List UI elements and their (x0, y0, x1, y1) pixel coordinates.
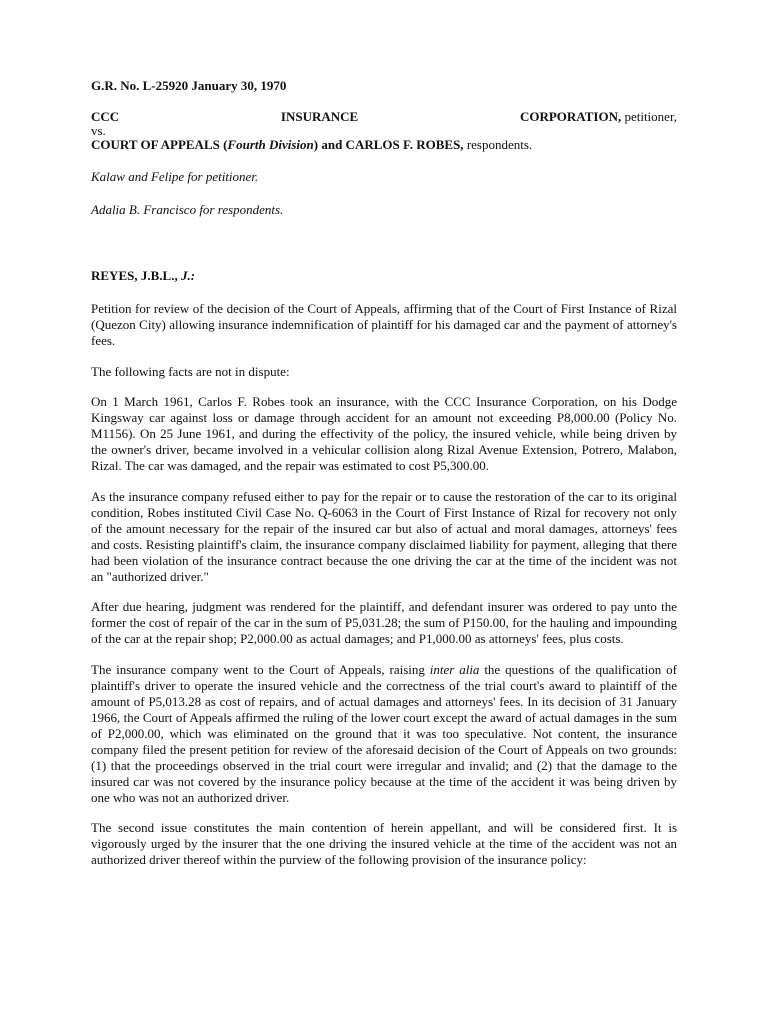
paragraph: Petition for review of the decision of the Court of Appeals, affirming that of the Court of First Instance of Rizal (Quezon City) allowing insurance indemnification of plaintiff for his damaged car and the payment of attorney's fees. (91, 301, 677, 348)
respondents-line (91, 137, 677, 153)
petitioner-tail (520, 109, 677, 124)
petitioner-role: petitioner, (621, 109, 677, 124)
respondent-rest: ) and CARLOS F. ROBES, (313, 137, 464, 152)
paragraph (91, 662, 677, 806)
ponente-name: REYES, J.B.L., (91, 268, 181, 283)
respondent-division: Fourth Division (227, 137, 314, 152)
paragraph: After due hearing, judgment was rendered for the plaintiff, and defendant insurer was ordered to pay unto the former the cost of repair of the car in the sum of P5,031.28; the sum of P150.00, for the hauling and impounding of the car at the repair shop; P2,000.00 as actual damages; and P1,000.00 as attorneys' fees, plus costs. (91, 599, 677, 646)
paragraph: The following facts are not in dispute: (91, 363, 290, 379)
counsel-respondents: Adalia B. Francisco for respondents. (91, 202, 284, 217)
ponente (91, 268, 677, 284)
paragraph-6-italic: inter alia (429, 661, 480, 677)
versus: vs. (91, 123, 106, 138)
paragraph-6-end: the questions of the qualification of plaintiff's driver to operate the insured vehicle and the correctness of the trial court's award to plaintiff of the amount of P5,013.28 as cost of repairs, and of actual damages and attorneys' fees. In its decision of 31 January 1966, the Court of Appeals affirmed the ruling of the lower court except the award of actual damages in the sum of P2,000.00, which was eliminated on the ground that it was too speculative. Not content, the insurance company filed the present petition for review of the aforesaid decision of the Court of Appeals on two grounds: (1) that the proceedings observed in the trial court were irregular and invalid; and (2) that the damage to the insured car was not covered by the insurance policy because at the time of the accident it was being driven by one who was not an authorized driver. (91, 661, 677, 805)
counsel-petitioner: Kalaw and Felipe for petitioner. (91, 169, 259, 184)
petitioner-line (91, 109, 677, 124)
case-number: G.R. No. L-25920 January 30, 1970 (91, 78, 287, 93)
petitioner-word-3: CORPORATION, (519, 109, 622, 124)
petitioner-word-2: INSURANCE (280, 109, 359, 124)
paragraph: On 1 March 1961, Carlos F. Robes took an insurance, with the CCC Insurance Corporation, on his Dodge Kingsway car against loss or damage through accident for an amount not exceeding P8,000.00 (Policy No. M1156). On 25 June 1961, and during the effectivity of the policy, the insured vehicle, while being driven by the owner's driver, became involved in a vehicular collision along Rizal Avenue Extension, Potrero, Malabon, Rizal. The car was damaged, and the repair was estimated to cost P5,300.00. (91, 394, 677, 473)
paragraph: As the insurance company refused either to pay for the repair or to cause the restoration of the car to its original condition, Robes instituted Civil Case No. Q-6063 in the Court of First Instance of Rizal for recovery not only of the amount necessary for the repair of the insured car but also of actual and moral damages, attorneys' fees and costs. Resisting plaintiff's claim, the insurance company disclaimed liability for payment, alleging that there had been violation of the insurance contract because the one driving the car at the time of the incident was not an "authorized driver." (91, 488, 677, 584)
respondent-court: COURT OF APPEALS ( (91, 137, 228, 152)
ponente-title: J.: (180, 268, 196, 283)
paragraph: The second issue constitutes the main contention of herein appellant, and will be considered first. It is vigorously urged by the insurer that the one driving the insured vehicle at the time of the accident was not an authorized driver thereof within the purview of the following provision of the insurance policy: (91, 820, 677, 867)
paragraph-6-start: The insurance company went to the Court of Appeals, raising (91, 661, 430, 677)
petitioner-word-1: CCC (91, 109, 120, 124)
respondents-role: respondents. (463, 137, 533, 152)
